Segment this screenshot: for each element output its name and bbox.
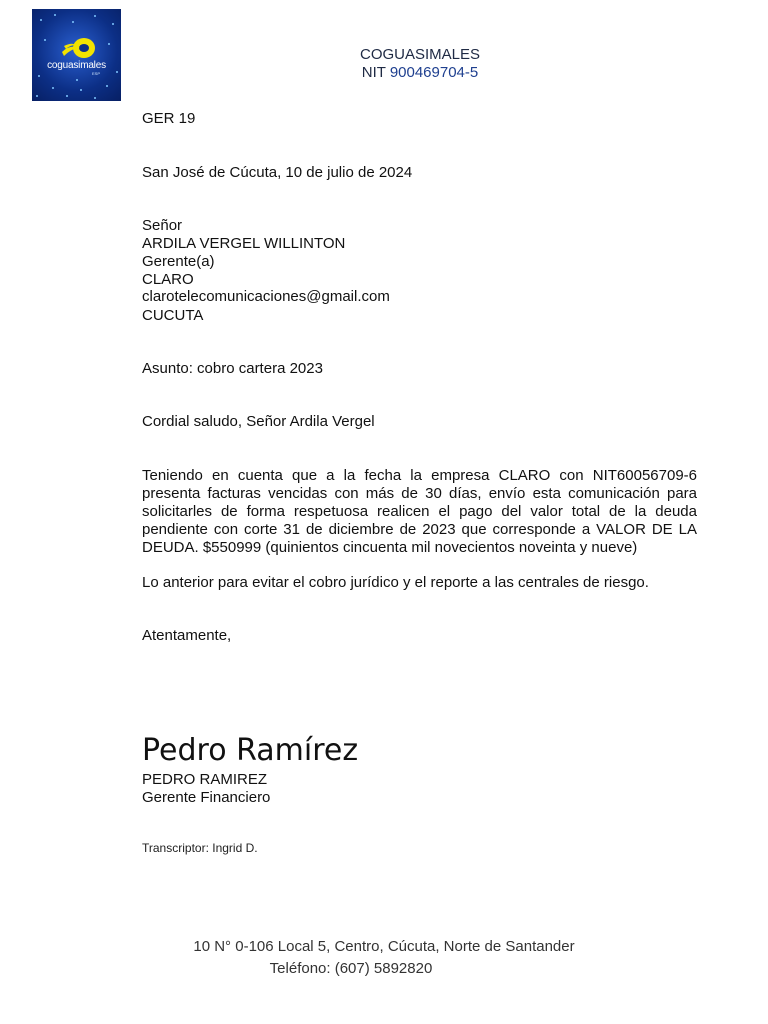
logo-text: coguasimales: [47, 60, 106, 71]
company-logo: [32, 9, 121, 101]
nit-number: 900469704-5: [389, 64, 479, 81]
organization-name: COGUASIMALES: [359, 46, 481, 63]
subject-line: Asunto: cobro cartera 2023: [142, 360, 323, 377]
nit-label: NIT: [361, 64, 390, 81]
recipient-role: Gerente(a): [142, 253, 215, 270]
footer-address: 10 N° 0-106 Local 5, Centro, Cúcuta, Norte de Santander: [193, 938, 575, 955]
handwritten-signature: Pedro Ramírez: [142, 733, 359, 768]
logo-swoosh-icon: [60, 36, 98, 62]
recipient-salutation: Señor: [142, 217, 183, 234]
greeting: Cordial saludo, Señor Ardila Vergel: [142, 413, 375, 430]
signer-name: PEDRO RAMIREZ: [142, 771, 268, 788]
body-paragraph: Teniendo en cuenta que a la fecha la empresa CLARO con NIT60056709-6 presenta facturas vencidas con más de 30 días, envío esta comunicación para solicitarles de forma respetuosa realicen el pago del valor total de la deuda pendiente con corte 31 de diciembre de 2023 que corresponde a VALOR DE LA DEUDA. $550999 (quinientos cincuenta mil novecientos noveinta y nueve): [142, 467, 697, 556]
transcriber-note: Transcriptor: Ingrid D.: [142, 841, 258, 855]
recipient-name: ARDILA VERGEL WILLINTON: [142, 235, 346, 252]
closing: Atentamente,: [142, 627, 232, 644]
signer-title: Gerente Financiero: [142, 789, 271, 806]
place-date: San José de Cúcuta, 10 de julio de 2024: [142, 164, 413, 181]
footer-phone: Teléfono: (607) 5892820: [269, 960, 433, 977]
recipient-city: CUCUTA: [142, 307, 204, 324]
recipient-email: clarotelecomunicaciones@gmail.com: [142, 288, 390, 305]
warning-paragraph: Lo anterior para evitar el cobro jurídico y el reporte a las centrales de riesgo.: [142, 574, 649, 591]
letter-reference: GER 19: [142, 110, 196, 127]
recipient-company: CLARO: [142, 271, 194, 288]
organization-nit: [320, 64, 520, 81]
logo-subtext: ESP: [92, 71, 101, 76]
